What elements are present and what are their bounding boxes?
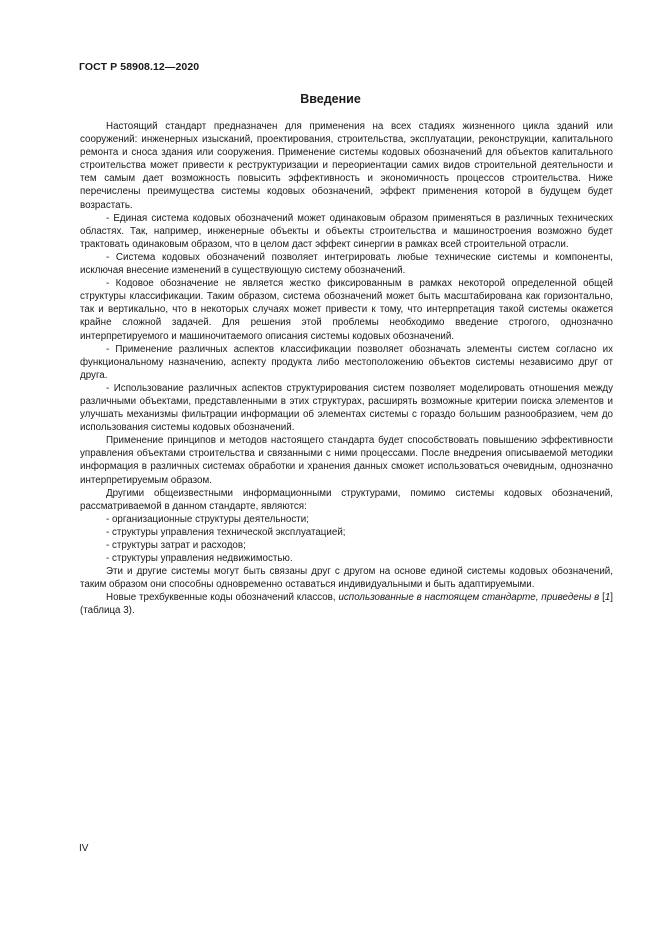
document-code: ГОСТ Р 58908.12—2020 <box>79 61 200 73</box>
paragraph: - Применение различных аспектов классификации позволяет обозначать элементы систем согласно их функциональному назначению, аспекту продукта либо местоположению объектов системы независимо друг от друга. <box>80 343 613 381</box>
reference-number: 1 <box>604 592 611 604</box>
list-item: - структуры управления недвижимостью. <box>106 553 293 565</box>
paragraph: Настоящий стандарт предназначен для применения на всех стадиях жизненного цикла зданий или сооружений: инженерных изысканий, проектирования, строительства, эксплуатации, реконструкции, капитального ремонта и сноса здания или сооружения. Применение системы кодовых обозначений для объектов капитального строительства может привести к реструктуризации и переориентации самих видов строительной деятельности и тем самым дает возможность повысить эффективность и экономичность процессов строительства. Ниже перечислены преимущества системы кодовых обозначений, эффект применения которой в будущем будет возрастать. <box>80 121 613 211</box>
paragraph-last <box>80 591 613 617</box>
paragraph: - Использование различных аспектов структурирования систем позволяет моделировать отношения между различными объектами, представленными в этих структурах, расширять возможные критерии поиска элементов и улучшать механизмы фильтрации информации об элементах системы с гораздо большим разнообразием, чем до использования системы кодовых обозначений. <box>80 382 613 434</box>
list-item: - структуры управления технической эксплуатацией; <box>106 526 346 538</box>
text-span: Новые трехбуквенные коды обозначений классов, <box>106 592 339 604</box>
body-text <box>80 120 613 618</box>
paragraph: Другими общеизвестными информационными структурами, помимо системы кодовых обозначений, рассматриваемой в данном стандарте, являются: <box>80 487 613 512</box>
text-span: ] (таблица 3). <box>80 592 613 617</box>
section-title: Введение <box>300 92 361 106</box>
paragraph: Эти и другие системы могут быть связаны друг с другом на основе единой системы кодовых обозначений, таким образом они способны одновременно оставаться индивидуальными и быть адаптируемыми. <box>80 566 613 591</box>
list-item: - организационные структуры деятельности; <box>106 513 309 525</box>
paragraph: - Система кодовых обозначений позволяет интегрировать любые технические системы и компоненты, исключая внесение изменений в существующую систему обозначений. <box>80 251 613 277</box>
italic-span: использованные в настоящем стандарте, приведены в <box>338 592 600 604</box>
paragraph: Применение принципов и методов настоящего стандарта будет способствовать повышению эффективности управления объектами строительства и связанными с ними процессами. После внедрения описываемой методики информация в различных системах обработки и хранения данных сможет использоваться очевидным, однозначно интерпретируемым образом. <box>80 435 613 486</box>
paragraph: - Кодовое обозначение не является жестко фиксированным в рамках некоторой определенной общей структуры классификации. Таким образом, система обозначений может быть масштабирована как горизонтально, так и вертикально, что в некоторых случаях может привести к тому, что интерпретация такой системы окажется крайне сложной задачей. Для решения этой проблемы необходимо введение строгого, однозначно интерпретируемого и машиночитаемого описания системы кодовых обозначений. <box>80 278 613 342</box>
page-number: IV <box>79 843 89 854</box>
paragraph: - Единая система кодовых обозначений может одинаковым образом применяться в различных технических областях. Так, например, инженерные объекты и объекты строительства и машиностроения возможно будет трактовать одинаковым образом, что в целом даст эффект синергии в рамках всей строительной отрасли. <box>80 212 613 250</box>
text-span: [ <box>599 592 605 604</box>
list-item: - структуры затрат и расходов; <box>106 540 246 551</box>
